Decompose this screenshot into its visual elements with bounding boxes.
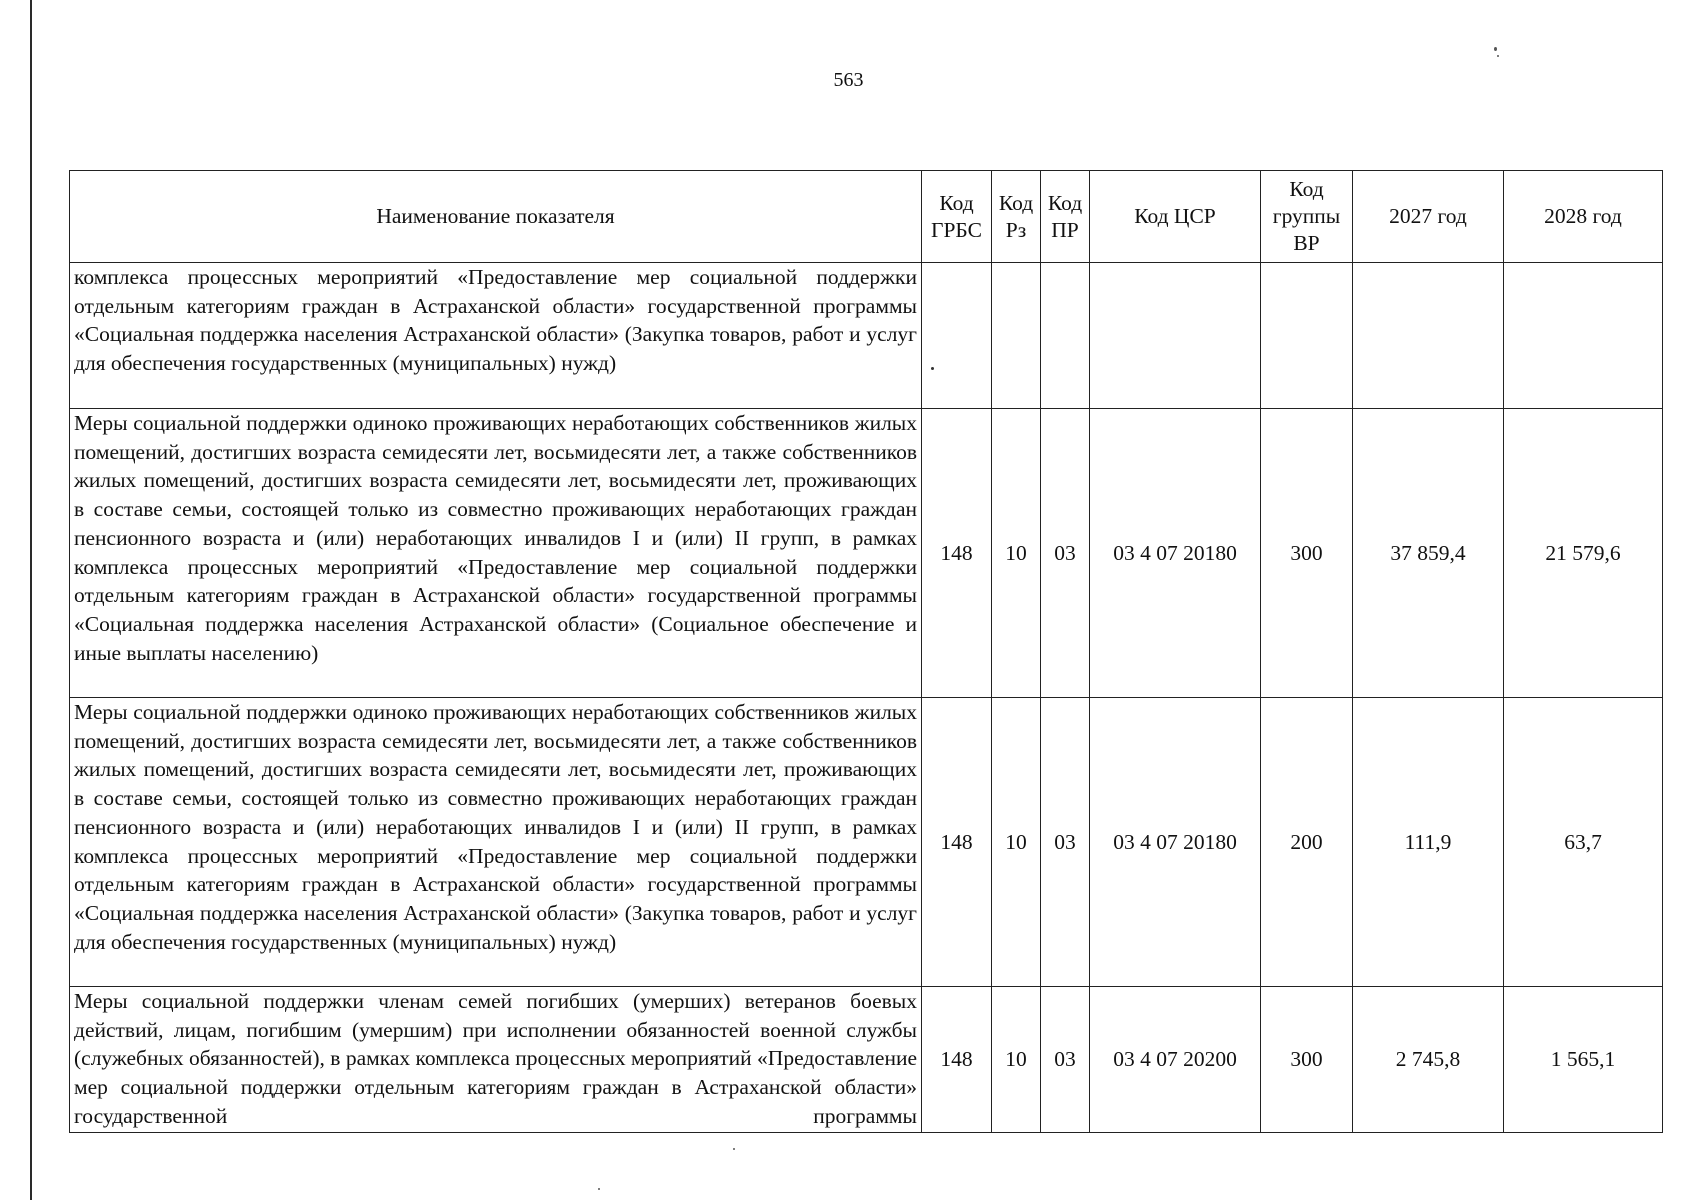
row-pr: 03 (1041, 409, 1090, 698)
row-grbs: 148 (922, 987, 992, 1133)
row-name: Меры социальной поддержки членам семей погибших (умерших) ветеранов боевых действий, лицам, погибшим (умершим) при исполнении обязанностей военной службы (служебных обязанностей), в рамках комплекса процессных мероприятий «Предоставление мер социальной поддержки отдельным категориям граждан в Астраханской области» государственной программы (70, 987, 922, 1133)
row-csr: 03 4 07 20180 (1090, 409, 1261, 698)
row-name: комплекса процессных мероприятий «Предоставление мер социальной поддержки отдельным категориям граждан в Астраханской области» государственной программы «Социальная поддержка населения Астраханской области» (Закупка товаров, работ и услуг для обеспечения государственных (муниципальных) нужд) (70, 263, 922, 409)
row-2027: 37 859,4 (1353, 409, 1504, 698)
table-header-row (70, 171, 1663, 263)
budget-table (69, 170, 1663, 1133)
row-vr: 300 (1261, 409, 1353, 698)
scan-speck (598, 1188, 600, 1190)
row-grbs: 148 (922, 409, 992, 698)
row-2028: 1 565,1 (1504, 987, 1663, 1133)
table-row (70, 987, 1663, 1133)
row-2028: 21 579,6 (1504, 409, 1663, 698)
scan-speck (1497, 55, 1499, 57)
table-row (70, 263, 1663, 409)
scan-left-edge-line (30, 0, 32, 1200)
header-2027: 2027 год (1353, 171, 1504, 263)
row-name: Меры социальной поддержки одиноко проживающих неработающих собственников жилых помещений, достигших возраста семидесяти лет, восьмидесяти лет, а также собственников жилых помещений, достигших возраста семидесяти лет, восьмидесяти лет, проживающих в составе семьи, состоящей только из совместно проживающих неработающих граждан пенсионного возраста и (или) неработающих инвалидов I и (или) II групп, в рамках комплекса процессных мероприятий «Предоставление мер социальной поддержки отдельным категориям граждан в Астраханской области» государственной программы «Социальная поддержка населения Астраханской области» (Социальное обеспечение и иные выплаты населению) (70, 409, 922, 698)
header-vr: Код группы ВР (1261, 171, 1353, 263)
row-rz: 10 (992, 987, 1041, 1133)
row-2028: 63,7 (1504, 698, 1663, 987)
scan-speck (733, 1148, 735, 1150)
header-grbs: Код ГРБС (922, 171, 992, 263)
header-2028: 2028 год (1504, 171, 1663, 263)
row-2027 (1353, 263, 1504, 409)
row-csr (1090, 263, 1261, 409)
row-vr (1261, 263, 1353, 409)
header-rz: Код Рз (992, 171, 1041, 263)
row-pr (1041, 263, 1090, 409)
header-pr: Код ПР (1041, 171, 1090, 263)
table-row (70, 698, 1663, 987)
scan-speck (931, 367, 934, 370)
row-rz: 10 (992, 409, 1041, 698)
row-csr: 03 4 07 20200 (1090, 987, 1261, 1133)
row-2028 (1504, 263, 1663, 409)
scan-speck (1494, 47, 1497, 51)
row-rz: 10 (992, 698, 1041, 987)
row-vr: 300 (1261, 987, 1353, 1133)
row-rz (992, 263, 1041, 409)
header-csr: Код ЦСР (1090, 171, 1261, 263)
row-pr: 03 (1041, 698, 1090, 987)
row-grbs: 148 (922, 698, 992, 987)
row-name: Меры социальной поддержки одиноко проживающих неработающих собственников жилых помещений, достигших возраста семидесяти лет, восьмидесяти лет, а также собственников жилых помещений, достигших возраста семидесяти лет, восьмидесяти лет, проживающих в составе семьи, состоящей только из совместно проживающих неработающих граждан пенсионного возраста и (или) неработающих инвалидов I и (или) II групп, в рамках комплекса процессных мероприятий «Предоставление мер социальной поддержки отдельным категориям граждан в Астраханской области» государственной программы «Социальная поддержка населения Астраханской области» (Закупка товаров, работ и услуг для обеспечения государственных (муниципальных) нужд) (70, 698, 922, 987)
table-row (70, 409, 1663, 698)
row-pr: 03 (1041, 987, 1090, 1133)
row-2027: 111,9 (1353, 698, 1504, 987)
page-number: 563 (833, 69, 864, 91)
header-name: Наименование показателя (70, 171, 922, 263)
row-grbs (922, 263, 992, 409)
row-csr: 03 4 07 20180 (1090, 698, 1261, 987)
row-2027: 2 745,8 (1353, 987, 1504, 1133)
row-vr: 200 (1261, 698, 1353, 987)
